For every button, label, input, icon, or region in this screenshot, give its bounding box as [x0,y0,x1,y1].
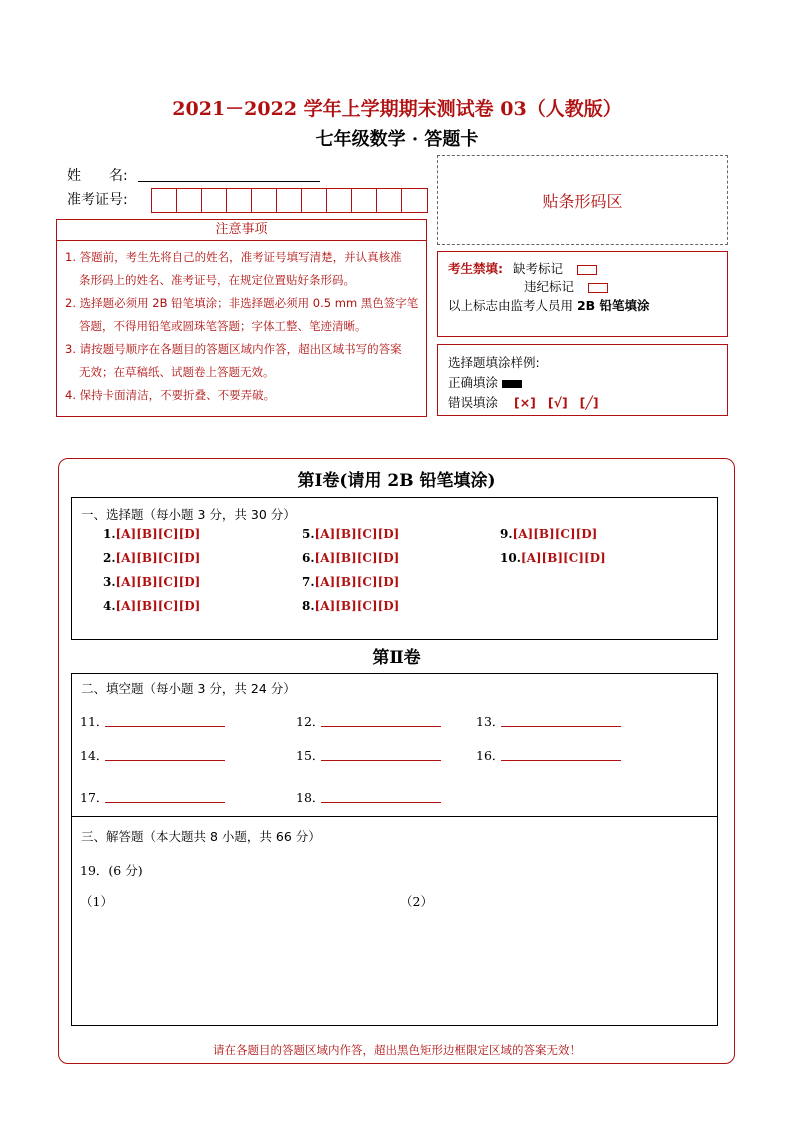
fill-question-12-number: 12． [296,714,325,729]
question-19-label: 19．(6 分) [80,863,143,878]
forbidden-label: 考生禁填: [448,261,503,276]
fill-answer-11[interactable] [105,726,225,727]
id-number-boxes[interactable] [151,188,428,213]
fill-question-16-number: 16． [476,748,505,763]
correct-fill-label: 正确填涂 [448,375,499,390]
correct-fill-mark [502,380,522,388]
fill-question-17-number: 17． [80,790,109,805]
id-digit-box[interactable] [227,189,252,212]
name-field[interactable] [138,181,320,182]
notice-body [56,241,427,417]
fill-answer-14[interactable] [105,760,225,761]
fill-question-18-number: 18． [296,790,325,805]
id-digit-box[interactable] [327,189,352,212]
fill-question-15-number: 15． [296,748,325,763]
fill-answer-18[interactable] [321,802,441,803]
violation-label: 违纪标记 [524,279,575,294]
fill-question-13-number: 13． [476,714,505,729]
wrong-fill-label: 错误填涂 [448,395,499,410]
id-digit-box[interactable] [177,189,202,212]
id-digit-box[interactable] [302,189,327,212]
wrong-mark-check: [√] [547,395,568,410]
notice-item-4: 4. 保持卡面清洁，不要折叠、不要弄破。 [65,388,276,402]
id-digit-box[interactable] [377,189,402,212]
notice-item-2: 2. 选择题必须用 2B 铅笔填涂；非选择题必须用 0.5 mm 黑色签字笔 答题，不得用铅笔或圆珠笔答题；字体工整、笔迹清晰。 [65,296,419,333]
fill-answer-15[interactable] [321,760,441,761]
choice-question-8[interactable]: 8.[A][B][C][D] [302,599,400,613]
solve-section[interactable] [71,816,718,1026]
id-digit-box[interactable] [202,189,227,212]
part2-title: 第Ⅱ卷 [372,648,421,668]
id-digit-box[interactable] [152,189,177,212]
absent-mark-box[interactable] [577,265,597,275]
id-digit-box[interactable] [252,189,277,212]
fill-heading: 二、填空题（每小题 3 分，共 24 分） [81,681,296,696]
examiner-note: 以上标志由监考人员用 2B 铅笔填涂 [448,298,650,313]
sub-question-1-label: （1） [80,894,113,909]
notice-item-1: 1. 答题前，考生先将自己的姓名，准考证号填写清楚，并认真核准 条形码上的姓名、准考证号，在规定位置贴好条形码。 [65,250,402,287]
solve-heading: 三、解答题（本大题共 8 小题，共 66 分） [81,829,321,844]
choice-question-3[interactable]: 3.[A][B][C][D] [103,575,201,589]
name-label: 姓 名: [67,168,128,184]
choice-question-5[interactable]: 5.[A][B][C][D] [302,527,400,541]
part1-title: 第Ⅰ卷(请用 2B 铅笔填涂) [297,471,496,491]
choice-question-4[interactable]: 4.[A][B][C][D] [103,599,201,613]
fill-answer-16[interactable] [501,760,621,761]
exam-title: 2021－2022 学年上学期期末测试卷 03（人教版） [172,98,622,120]
fill-sample-box [437,344,728,416]
choice-heading: 一、选择题（每小题 3 分，共 30 分） [81,507,296,522]
choice-question-9[interactable]: 9.[A][B][C][D] [500,527,598,541]
choice-question-10[interactable]: 10.[A][B][C][D] [500,551,606,565]
id-digit-box[interactable] [402,189,427,212]
barcode-area [437,155,728,245]
wrong-mark-slash: [╱] [579,395,599,410]
notice-heading: 注意事项 [56,219,427,241]
fill-question-11-number: 11． [80,714,109,729]
violation-mark-box[interactable] [588,283,608,293]
id-digit-box[interactable] [277,189,302,212]
exam-subtitle: 七年级数学 · 答题卡 [315,129,479,150]
wrong-mark-cross: [×] [514,395,536,410]
sub-question-2-label: （2） [400,894,433,909]
choice-question-2[interactable]: 2.[A][B][C][D] [103,551,201,565]
choice-question-6[interactable]: 6.[A][B][C][D] [302,551,400,565]
id-label: 准考证号: [67,192,128,208]
absent-label: 缺考标记 [512,261,563,276]
choice-question-7[interactable]: 7.[A][B][C][D] [302,575,400,589]
fill-answer-17[interactable] [105,802,225,803]
barcode-label: 贴条形码区 [542,191,623,211]
sample-label: 选择题填涂样例: [448,355,540,370]
fill-answer-13[interactable] [501,726,621,727]
fill-answer-12[interactable] [321,726,441,727]
fill-question-14-number: 14． [80,748,109,763]
notice-item-3: 3. 请按题号顺序在各题目的答题区域内作答，超出区域书写的答案 无效；在草稿纸、试题卷上答题无效。 [65,342,402,379]
choice-question-1[interactable]: 1.[A][B][C][D] [103,527,201,541]
examiner-marks-box [437,251,728,337]
id-digit-box[interactable] [352,189,377,212]
footer-warning: 请在各题目的答题区域内作答，超出黑色矩形边框限定区域的答案无效！ [213,1043,581,1057]
